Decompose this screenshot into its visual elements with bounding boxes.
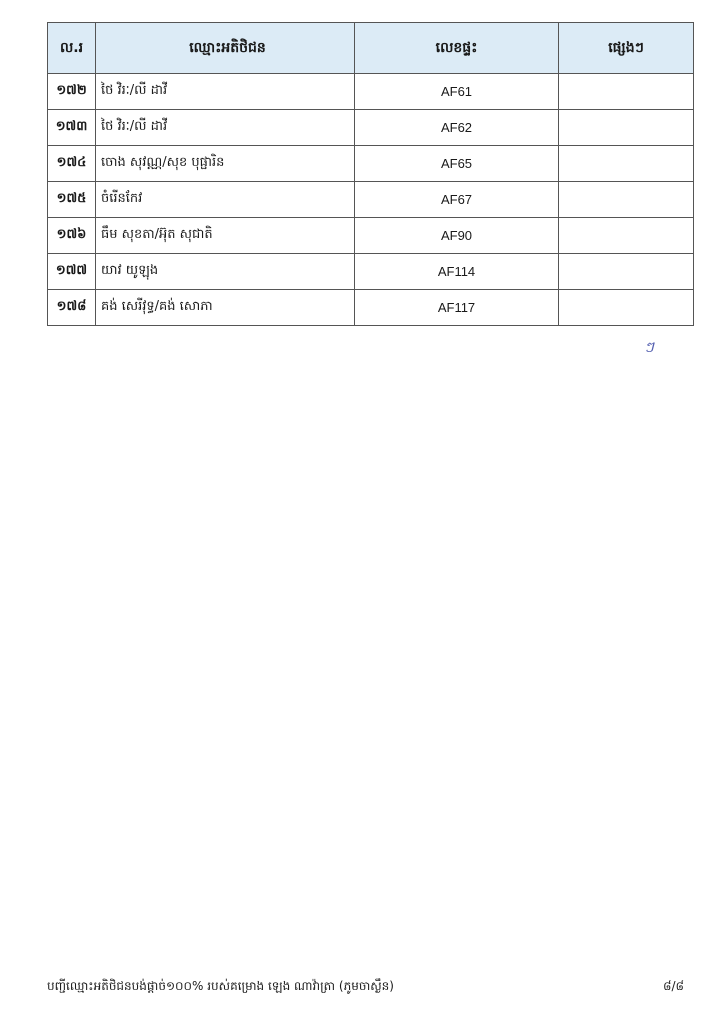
row-other: [559, 218, 694, 254]
row-other: [559, 290, 694, 326]
row-other: [559, 74, 694, 110]
table-row: [48, 182, 694, 218]
row-number: ១៧៦: [48, 218, 96, 254]
row-customer-name: គង់ សេរីវុទ្ធ/គង់ សោភា: [96, 290, 355, 326]
table-row: [48, 110, 694, 146]
row-customer-name: យាវ យូឡុង: [96, 254, 355, 290]
header-customer-name: ឈ្មោះអតិថិជន: [96, 23, 355, 74]
page-number: ៨/៨: [662, 979, 684, 993]
row-other: [559, 182, 694, 218]
table-row: [48, 146, 694, 182]
row-house-number: AF114: [355, 254, 559, 290]
row-number: ១៧៧: [48, 254, 96, 290]
row-number: ១៧៤: [48, 146, 96, 182]
header-other: ផ្សេងៗ: [559, 23, 694, 74]
row-house-number: AF90: [355, 218, 559, 254]
row-other: [559, 110, 694, 146]
row-customer-name: ថៃ វិរៈ/លី ដាវី: [96, 110, 355, 146]
table-row: [48, 254, 694, 290]
row-number: ១៧៨: [48, 290, 96, 326]
row-other: [559, 254, 694, 290]
row-house-number: AF65: [355, 146, 559, 182]
table-header-row: [48, 23, 694, 74]
row-customer-name: ថៃ វិរៈ/លី ដាវី: [96, 74, 355, 110]
row-customer-name: ធឹម សុខតា/អ៊ុត សុជាតិ: [96, 218, 355, 254]
row-house-number: AF67: [355, 182, 559, 218]
footer-caption: បញ្ជីឈ្មោះអតិថិជនបង់ផ្ដាច់១០០% របស់គម្រោង ឡេង ណាវ៉ាត្រា (ភូមចាស្ងឹន): [47, 979, 394, 993]
row-customer-name: ចំរើនកែវ: [96, 182, 355, 218]
row-number: ១៧៥: [48, 182, 96, 218]
table-row: [48, 290, 694, 326]
row-house-number: AF62: [355, 110, 559, 146]
table-row: [48, 74, 694, 110]
row-number: ១៧២: [48, 74, 96, 110]
header-house-number: លេខផ្ទះ: [355, 23, 559, 74]
row-customer-name: ចោង សុវណ្ណ/សុខ បុផ្ផារិន: [96, 146, 355, 182]
row-house-number: AF61: [355, 74, 559, 110]
row-number: ១៧៣: [48, 110, 96, 146]
row-other: [559, 146, 694, 182]
handwritten-initial: ៗ: [644, 338, 654, 356]
header-number: ល.រ: [48, 23, 96, 74]
row-house-number: AF117: [355, 290, 559, 326]
customer-table: [47, 22, 694, 326]
table-row: [48, 218, 694, 254]
